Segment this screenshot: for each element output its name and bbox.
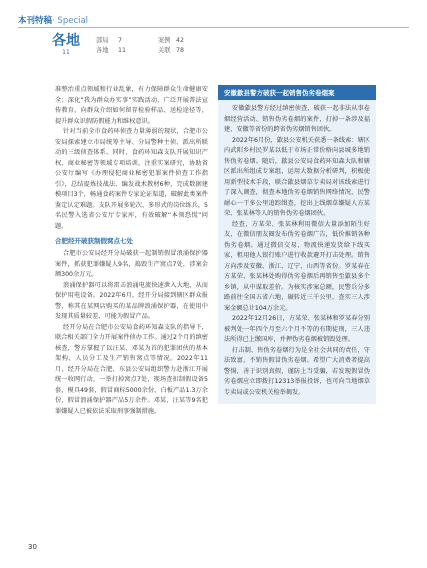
stats-block <box>96 36 184 56</box>
paragraph: 安徽歙县警方经过缜密侦查，破获一起非法从事卷烟经营活动、销售伪劣卷烟的案件，打掉一条涉及福建、安徽等省份的跨省伪劣烟销售团伙。 <box>224 105 370 133</box>
stat-label: 关联 <box>158 47 171 54</box>
stats-row <box>96 46 184 56</box>
paragraph: 经查，方某荣、张某林利用微信大量添加陌生好友，在微信朋友圈发布伪劣卷烟广告，低价推销各种伪劣卷烟。通过微信交易、物流快递发货给下线买家，租用他人银行账户进行收款避开打击处理。销售方向涉及安徽、浙江、辽宁、山西等省份。罗某春在方某荣、张某林处购得伪劣卷烟后再销售至歙县多个乡镇，从中谋取差价。为核实涉案总额，民警兵分多路前往全国五省六地，辗转近三千公里，查实三人涉案金额总计104万余元。 <box>224 220 370 312</box>
stat-label: 部局 <box>96 37 109 44</box>
stat-value: 42 <box>176 37 185 44</box>
column-title <box>18 14 88 26</box>
stat-label: 各地 <box>96 47 109 54</box>
stat-value: 11 <box>118 47 127 54</box>
column-title-sub: · Special <box>52 16 89 26</box>
region-block <box>52 33 92 56</box>
paragraph: 准整治重点领域和行业乱象，有力保障群众生命健康安全；深化“我为群众办实事”实践活动，广泛开展普法宣传教育，向群众介绍如何留存检验样品、送检途径等，提升群众识假防假能力和维权意识。 <box>55 86 208 125</box>
paragraph: 2022年6月份，歙县公安机关获悉一条线索：辖区内武阳乡村民罗某以低于市场正常价格向县城多地销售伪劣卷烟。随后，歙县公安局食药环知森大队和辖区派出所组成专案组，运用大数据分析研判，积极使用新型技术手段，联合歙县烟草专卖局对该线索进行了深入调查，彻查本地伪劣卷烟销售网络情况，民警耐心一干多公里追踪缉查，挖出上线烟草嫌疑人方某荣、张某林等人的销售伪劣卷烟团伙。 <box>224 136 370 217</box>
paragraph: 2022年12月26日，方某荣、张某林和罗某春分别被判处一年四个月至六个月不等的有期徒刑，三人违法所得已上缴国库，并押伪劣卷烟被销毁处理。 <box>224 315 370 343</box>
paragraph: 合肥市公安局经开分局破获一起制销假冒浪涌保护器案件，抓获犯罪嫌疑人9名，捣毁生产窝点7处，涉案金额300余万元。 <box>55 250 208 278</box>
header-divider <box>18 27 409 28</box>
stat-label: 案例 <box>158 37 171 44</box>
section-heading: 合肥经开破获制假窝点七处 <box>55 237 133 245</box>
left-column <box>55 85 208 417</box>
stat-value: 78 <box>176 47 185 54</box>
stats-row <box>96 36 184 46</box>
paragraph: 针对当前全市食药环侦查力量薄弱的现状，合肥市公安局探索建立市局统筹主导、分局警种主侦、派出所联动的三级侦查体系。同时，食药环知森支队开展知识产权、商业秘密等领域专项培训，注重实案研究，协助省公安厅编写《办理侵犯商业秘密犯罪案件侦查工作指引》，总结提炼技战法、编发战术教材6种，完成数据建模项目3个，畅通食药案件专家论证渠道，破解此类案件鉴定认定难题。支队开展多轮次、多形式的岗位练兵，5名民警入选省公安厅专家库，有效破解“本领恐慌”问题。 <box>55 128 208 230</box>
page-header <box>0 0 427 70</box>
column-title-main: 本刊特稿 <box>18 16 53 26</box>
case-box <box>218 85 376 404</box>
region-number: 11 <box>62 49 70 56</box>
right-column <box>218 85 376 404</box>
stat-value: 7 <box>118 37 123 44</box>
page-number: 30 <box>28 543 37 551</box>
paragraph: 经开分局在合肥市公安局食药环知森支队的指导下，联合相关部门全力开展案件侦办工作。通过2个月的缜密核查，警方掌握了以汪某、邓某为首的犯罪团伙的基本架构、人员分工及生产销售窝点等情况。2022年11月，经开分局在合肥、东县公安局组织警力赴浙江开展统一收网行动，一举打掉窝点7处，现场查扣制假设备5套，模具49套，假冒商标5000余份，白板产品1.3万余份，假冒浪涌保护器产品5万余件。邓某、汪某等9名犯罪嫌疑人已被依法采取刑事强制措施。 <box>55 323 208 415</box>
paragraph: 浪涌保护器可以将雷击浪涌电流快速泄入大地，从而保护用电设备。2022年6月，经开分局接到辖区群众报警，称其在某网店购买的某品牌浪涌保护器，在使用中发现其质量较差，可能为假冒产品。 <box>55 281 208 320</box>
region-name: 各地 <box>52 33 80 49</box>
paragraph: 打击制、售伪劣卷烟行为是全社会共同的责任，守法致富，不销售假冒伪劣卷烟。希望广大消费者提高警惕，善于识别真假，谨防上当受骗，若发现假冒伪劣卷烟应立即拨打12313举报投诉，也可向当地烟草专卖局或公安机关检举揭发。 <box>224 346 370 396</box>
case-box-title: 安徽歙县警方破获一起销售伪劣卷烟案 <box>218 85 376 100</box>
